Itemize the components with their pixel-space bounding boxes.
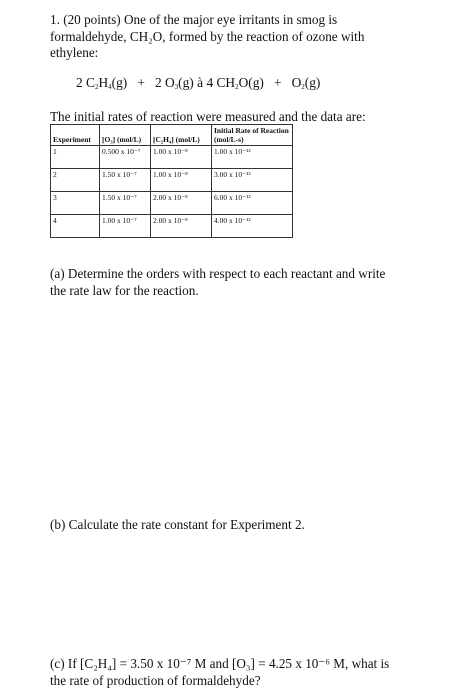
header-experiment: Experiment <box>51 125 100 146</box>
table-cell: 1.00 x 10⁻¹² <box>212 146 293 169</box>
table-cell: 1.00 x 10⁻⁷ <box>100 215 151 238</box>
header-initial-rate: Initial Rate of Reaction (mol/L-s) <box>212 125 293 146</box>
reaction-equation <box>76 75 320 91</box>
table-cell: 2 <box>51 169 100 192</box>
table-cell: 1.00 x 10⁻⁸ <box>151 169 212 192</box>
problem-intro: 1. (20 points) One of the major eye irritants in smog is formaldehyde, CH₂O, formed by the reaction of ozone with ethylene: <box>50 12 365 60</box>
table-row <box>51 146 293 169</box>
plus-sign: + <box>273 75 282 90</box>
reactant-ethylene: 2 $C_2H_4(g)$ <box>76 75 128 91</box>
table-cell: 4.00 x 10⁻¹² <box>212 215 293 238</box>
table-cell: 1.50 x 10⁻⁷ <box>100 169 151 192</box>
table-cell: 4 <box>51 215 100 238</box>
plus-sign: + <box>137 75 145 90</box>
reaction-arrow: à <box>197 75 204 90</box>
header-ethylene: [C₂H₄] (mol/L) <box>151 125 212 146</box>
table-cell: 3.00 x 10⁻¹² <box>212 169 293 192</box>
rate-data-table <box>50 124 293 238</box>
question-c: (c) If [C₂H₄] = 3.50 x 10⁻⁷ M and [O₃] = 4.25 x 10⁻⁶ M, what is the rate of production of formaldehyde? <box>50 656 390 688</box>
table-cell: 2.00 x 10⁻⁸ <box>151 215 212 238</box>
table-intro: The initial rates of reaction were measured and the data are: <box>50 109 366 124</box>
header-ozone: [O₃] (mol/L) <box>100 125 151 146</box>
table-row <box>51 169 293 192</box>
table-cell: 1 <box>51 146 100 169</box>
question-a: (a) Determine the orders with respect to each reactant and write the rate law for the reaction. <box>50 266 386 298</box>
question-b: (b) Calculate the rate constant for Experiment 2. <box>50 517 305 532</box>
reactant-ozone: 2 $O_3(g)$ <box>154 75 194 91</box>
table-row <box>51 192 293 215</box>
table-cell: 2.00 x 10⁻⁸ <box>151 192 212 215</box>
table-cell: 0.500 x 10⁻⁷ <box>100 146 151 169</box>
table-row <box>51 215 293 238</box>
product-oxygen: $O_2(g)$ <box>291 75 321 91</box>
table-cell: 1.00 x 10⁻⁸ <box>151 146 212 169</box>
table-cell: 6.00 x 10⁻¹² <box>212 192 293 215</box>
product-formaldehyde: 4 $CH_2O(g)$ <box>206 75 264 91</box>
table-cell: 3 <box>51 192 100 215</box>
table-cell: 1.50 x 10⁻⁷ <box>100 192 151 215</box>
table-header-row <box>51 125 293 146</box>
